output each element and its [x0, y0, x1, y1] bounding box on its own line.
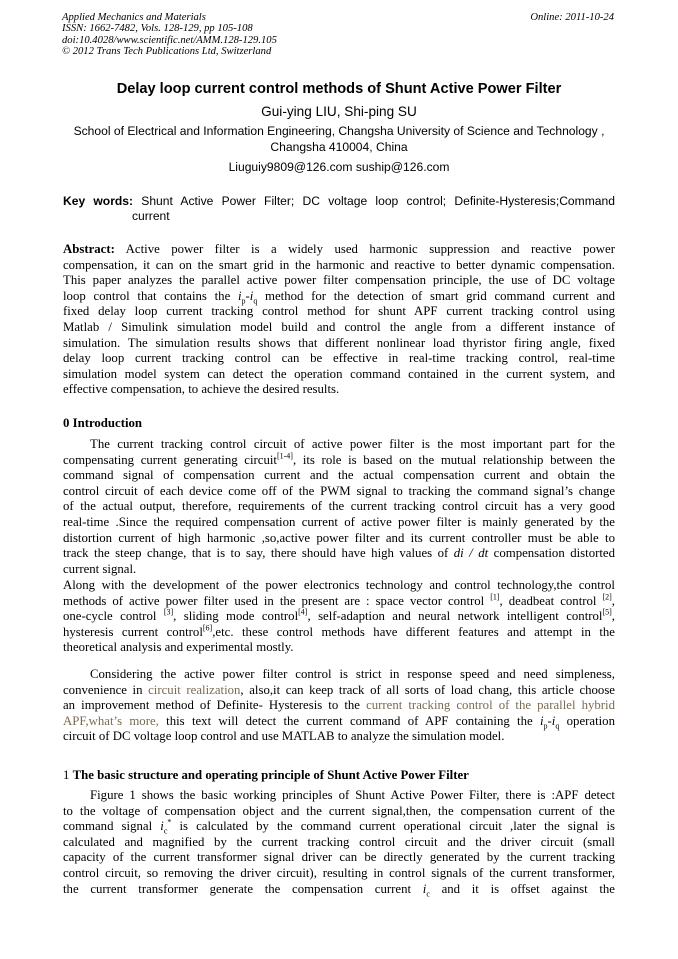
body-line: the current transformer generate the compensation current $i_c$ and it is offset against the: [63, 881, 615, 899]
citation: [5]: [602, 607, 612, 617]
body-line: Figure 1 shows the basic working principles of Shunt Active Power Filter, there is :APF detect: [90, 788, 615, 802]
keywords-line: current: [132, 209, 170, 224]
keywords-label: Key words:: [63, 194, 134, 208]
journal-header: [62, 12, 614, 58]
copyright-line: © 2012 Trans Tech Publications Ltd, Switzerland: [62, 46, 272, 58]
doi-line: doi:10.4028/www.scientific.net/AMM.128-129.105: [62, 34, 277, 46]
body-line: an improvement method of Definite- Hysteresis to the current tracking control of the parallel hybrid: [63, 698, 615, 713]
body-line: APF,what’s more, this text will detect the current command of APF containing the $i_p-i_q$ operation: [63, 713, 615, 731]
highlighted-phrase: circuit realization: [148, 682, 241, 697]
keywords-text: Shunt Active Power Filter; DC voltage loop control; Definite-Hysteresis;Command: [141, 194, 615, 208]
citation: [1-4]: [276, 451, 293, 461]
abstract-line: simulation. The simulation results shows that different nonlinear load thyristor firing angle, fixed: [63, 335, 615, 350]
citation: [3]: [163, 607, 174, 617]
body-line: hysteresis current control[6],etc. these control methods have different features and attempt in the: [63, 623, 615, 639]
citation: [1]: [490, 592, 500, 602]
issn-line: ISSN: 1662-7482, Vols. 128-129, pp 105-108: [62, 23, 253, 35]
citation: [6]: [202, 623, 213, 633]
abstract-line: Abstract: Active power filter is a widely used harmonic suppression and reactive power: [63, 242, 615, 256]
paper-title: Delay loop current control methods of Shunt Active Power Filter: [116, 81, 562, 97]
affiliation-line: School of Electrical and Information Engineering, Changsha University of Science and Technology ,: [73, 124, 605, 138]
author-emails: Liuguiy9809@126.com suship@126.com: [228, 160, 450, 174]
section-heading-1: 1 The basic structure and operating principle of Shunt Active Power Filter: [63, 768, 469, 782]
body-line: current signal.: [63, 561, 137, 576]
intro-paragraph-3: [63, 667, 615, 745]
abstract-line: compensation, it can on the smart grid in the harmonic and reactive to better dynamic compensation.: [63, 257, 615, 272]
keywords-block: [63, 194, 615, 225]
abstract-line: Matlab / Simulink simulation model build and control the angle from a different instance of: [63, 319, 615, 334]
citation: [4]: [298, 607, 308, 617]
body-line: theoretical analysis and experimental mostly.: [63, 640, 294, 655]
body-line: compensating current generating circuit[1-4], its role is based on the mutual relationship between the: [63, 451, 615, 467]
body-line: control circuit of each device come off of the PWM signal to tracking the command signal’s change: [63, 483, 615, 498]
body-line: Considering the active power filter control is strict in response speed and need simpleness,: [90, 667, 615, 681]
citation: [2]: [602, 592, 612, 602]
body-line: calculated and magnified by the current tracking control circuit and the driver circuit (small: [63, 834, 615, 849]
intro-paragraph-1: [63, 437, 615, 577]
abstract-line: effective compensation, to achieve the desired results.: [63, 382, 340, 397]
abstract-block: [63, 242, 615, 398]
body-line: Along with the development of the power electronics technology and control technology,the control: [63, 578, 615, 592]
affiliation: [60, 124, 618, 155]
body-line: distortion current of high harmonic ,so,active power filter and its current controller must be able to: [63, 530, 615, 545]
abstract-line: delay loop current tracking control can be effective in real-time tracking control, real-time: [63, 351, 615, 366]
intro-paragraph-2: [63, 578, 615, 656]
body-line: circuit of DC voltage loop control and use MATLAB to analyze the simulation model.: [63, 729, 505, 744]
body-line: command signal $i_c^*$ is calculated by the command current operational circuit ,later the signal is: [63, 817, 616, 836]
highlighted-phrase: APF,what’s more,: [63, 713, 159, 728]
body-line: one-cycle control [3], sliding mode control[4], self-adaption and neural network intelligent control[5],: [63, 607, 615, 624]
body-line: capacity of the current transformer signal driver can be directly generated by the current tracking: [63, 850, 615, 865]
body-line: of the actual output, therefore, requirements of the current tracking control circuit has a very good: [63, 499, 615, 514]
abstract-line: loop control that contains the $i_p-i_q$ method for the detection of smart grid command current and: [63, 288, 616, 306]
abstract-label: Abstract:: [63, 242, 115, 256]
body-line: control circuit, so removing the driver circuit), resulting in control signals of the current transformer,: [63, 865, 615, 880]
author-list: Gui-ying LIU, Shi-ping SU: [261, 104, 417, 119]
body-line: real-time .Since the required compensation current of active power filter is mainly generated by the: [63, 514, 615, 529]
section-heading-introduction: 0 Introduction: [63, 416, 143, 430]
abstract-line: This paper analyzes the parallel active power filter compensation principle, the use of DC voltage: [63, 273, 615, 288]
body-line: command signal of compensation current and the actual compensation current and obtain the: [63, 468, 615, 483]
affiliation-line: Changsha 410004, China: [270, 139, 408, 154]
online-date: Online: 2011-10-24: [530, 12, 614, 23]
body-line: The current tracking control circuit of active power filter is the most important part for the: [90, 437, 615, 451]
math-di-dt: di / dt: [453, 546, 489, 561]
highlighted-phrase: current tracking control of the parallel hybrid: [366, 698, 615, 713]
journal-name: Applied Mechanics and Materials: [62, 12, 206, 23]
abstract-line: simulation model system can detect the operation command contained in the current system, and: [63, 366, 615, 381]
section1-paragraph: [63, 788, 615, 897]
abstract-line: fixed delay loop current tracking control method for shunt APF current tracking control using: [63, 304, 615, 319]
body-line: methods of active power filter used in the present are : space vector control [1], deadbeat control [2],: [63, 592, 615, 608]
keywords-line: [63, 194, 615, 209]
body-line: convenience in circuit realization, also,it can keep track of all sorts of load chang, this article choose: [63, 682, 615, 697]
body-line: to the voltage of compensation object and the current signal,then, the compensation current of the: [63, 803, 615, 818]
body-line: track the steep change, that is to say, there should have high values of di / dt compensation distorted: [63, 546, 615, 561]
